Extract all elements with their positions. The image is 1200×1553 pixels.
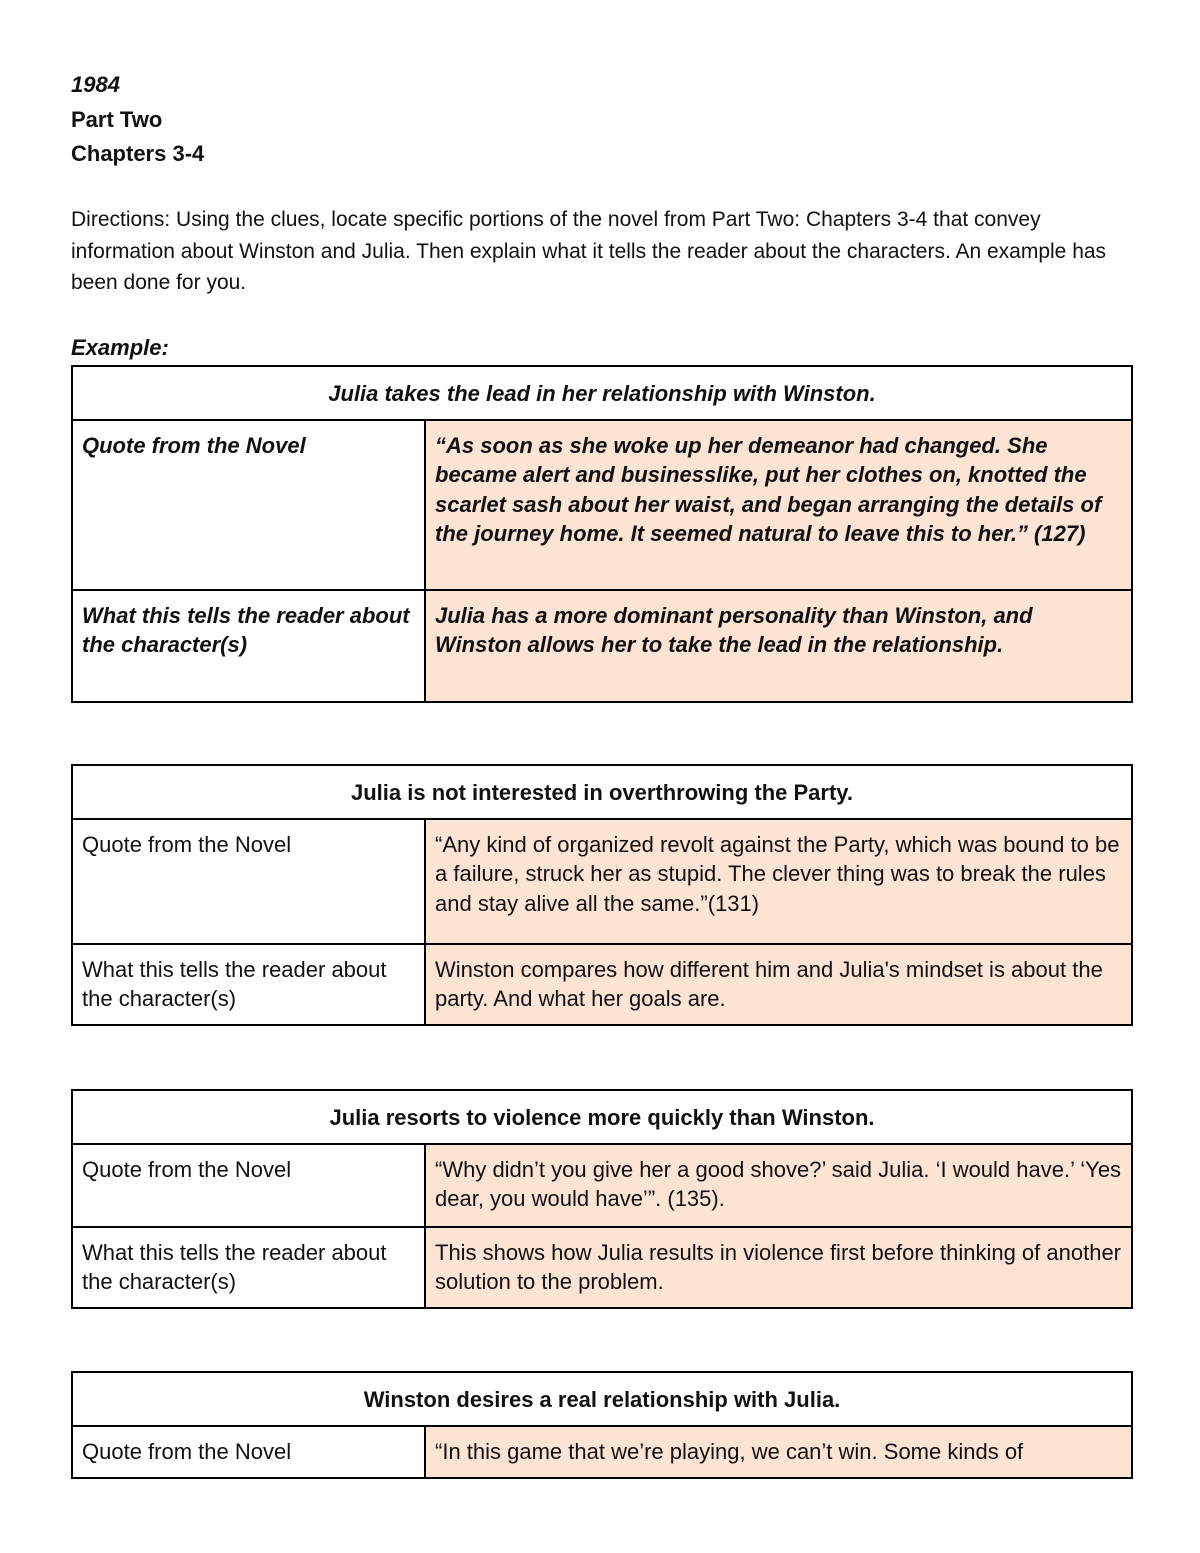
quote-cell[interactable]: “Why didn’t you give her a good shove?’ said Julia. ‘I would have.’ ‘Yes dear, you would have’”. (135). [425, 1144, 1132, 1227]
clue-heading: Julia takes the lead in her relationship with Winston. [72, 366, 1132, 420]
tells-cell[interactable]: Winston compares how different him and Julia's mindset is about the party. And what her goals are. [425, 944, 1132, 1025]
example-label: Example: [71, 335, 169, 360]
tells-cell: Julia has a more dominant personality than Winston, and Winston allows her to take the lead in the relationship. [425, 590, 1132, 702]
directions-text: Directions: Using the clues, locate specific portions of the novel from Part Two: Chapters 3-4 that convey information about Winston and Julia. Then explain what it tells the reader about the characters. An example has been done for you. [71, 208, 1107, 294]
quote-label: Quote from the Novel [72, 1144, 425, 1227]
tells-label: What this tells the reader about the character(s) [72, 590, 425, 702]
example-table [71, 365, 1133, 703]
quote-cell[interactable]: “Any kind of organized revolt against the Party, which was bound to be a failure, struck her as stupid. The clever thing was to break the rules and stay alive all the same.”(131) [425, 819, 1132, 944]
clue-heading: Winston desires a real relationship with Julia. [72, 1372, 1132, 1426]
clue-heading: Julia is not interested in overthrowing the Party. [72, 765, 1132, 819]
book-title: 1984 [71, 72, 120, 97]
clue-table [71, 1089, 1133, 1309]
clue-heading: Julia resorts to violence more quickly than Winston. [72, 1090, 1132, 1144]
quote-cell: “As soon as she woke up her demeanor had changed. She became alert and businesslike, put her clothes on, knotted the scarlet sash about her waist, and began arranging the details of the journey home. It seemed natural to leave this to her.” (127) [425, 420, 1132, 590]
quote-cell[interactable]: “In this game that we’re playing, we can’t win. Some kinds of [425, 1426, 1132, 1478]
clue-table [71, 1371, 1133, 1479]
part-heading: Part Two [71, 107, 163, 132]
tells-cell[interactable]: This shows how Julia results in violence first before thinking of another solution to the problem. [425, 1227, 1132, 1308]
quote-label: Quote from the Novel [72, 420, 425, 590]
tells-label: What this tells the reader about the character(s) [72, 944, 425, 1025]
tells-label: What this tells the reader about the character(s) [72, 1227, 425, 1308]
quote-label: Quote from the Novel [72, 819, 425, 944]
chapters-heading: Chapters 3-4 [71, 141, 205, 166]
clue-table [71, 764, 1133, 1026]
quote-label: Quote from the Novel [72, 1426, 425, 1478]
